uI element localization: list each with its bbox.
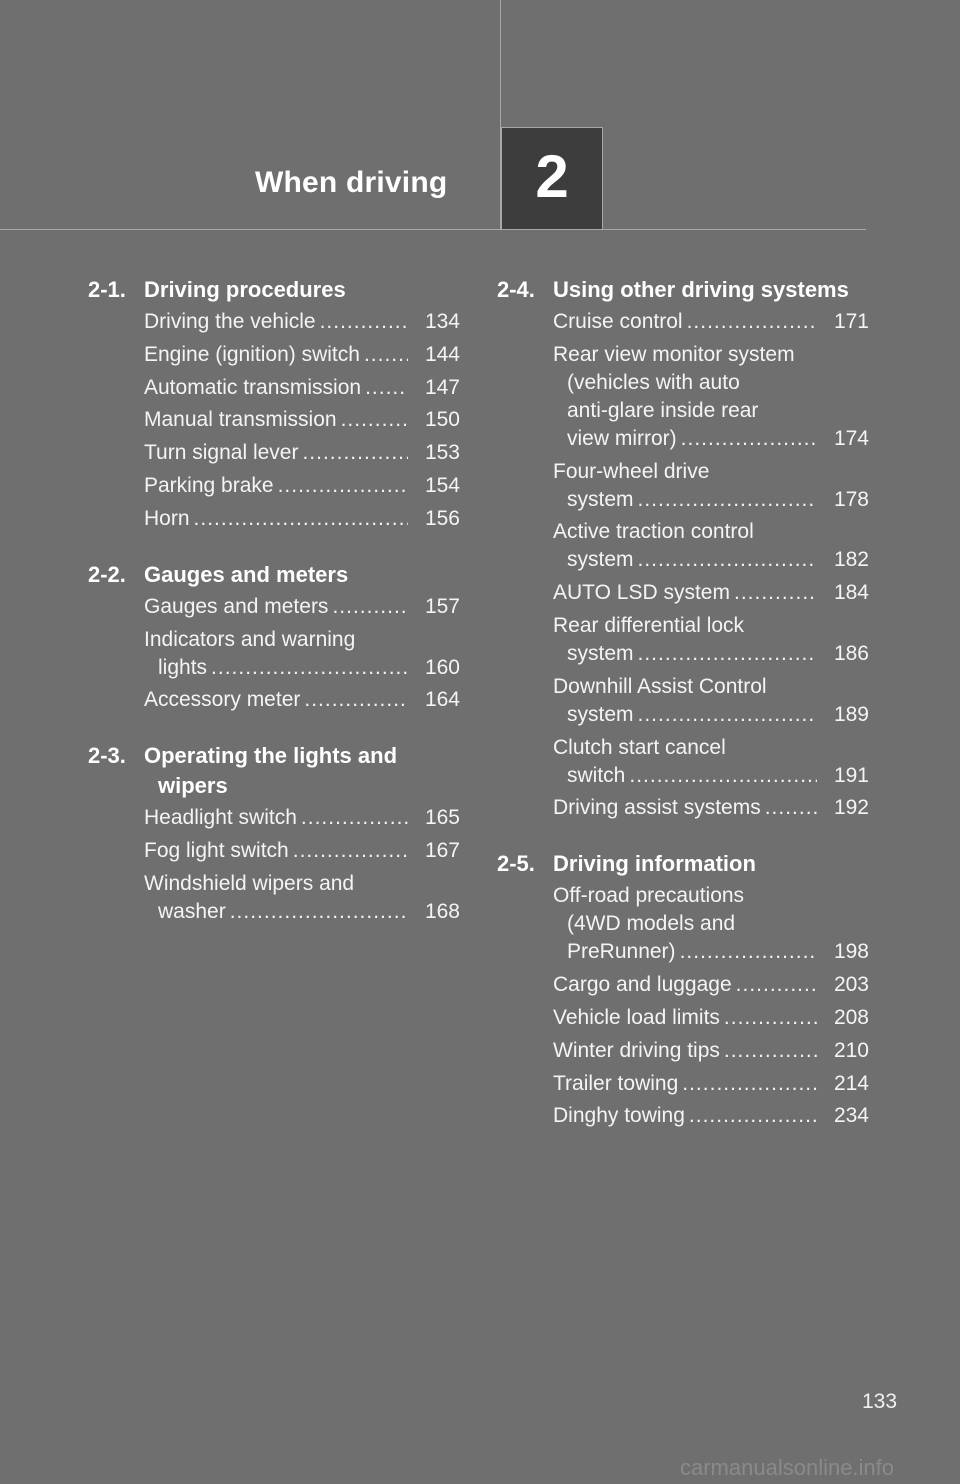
page-number: 133 [862, 1390, 898, 1413]
entry-text-line: Driving assist systems [553, 796, 761, 820]
entry-last-line [553, 579, 869, 607]
entry-page-number: 144 [424, 342, 460, 366]
entry-page-number: 203 [833, 973, 869, 997]
entry-text-line: Cargo and luggage [553, 973, 732, 997]
entry-last-line [553, 762, 869, 790]
entry-page-number: 178 [833, 487, 869, 511]
dot-leader [364, 341, 408, 369]
entry-page-number: 167 [424, 839, 460, 863]
entry-page-number: 153 [424, 441, 460, 465]
toc-entry[interactable] [553, 673, 869, 729]
toc-entry[interactable] [144, 686, 460, 714]
entry-text-line: switch [567, 763, 626, 787]
toc-entry[interactable] [553, 458, 869, 514]
entry-text-line: Parking brake [144, 473, 274, 497]
entry-page-number: 165 [424, 806, 460, 830]
entry-text-line: Turn signal lever [144, 441, 299, 465]
entry-text-line: Fog light switch [144, 839, 289, 863]
section-number: 2-5. [497, 851, 535, 877]
entry-text-line: Downhill Assist Control [553, 674, 767, 698]
entry-last-line [144, 374, 460, 402]
entry-last-line [144, 505, 460, 533]
dot-leader [320, 308, 408, 336]
toc-entry[interactable] [144, 374, 460, 402]
toc-entry[interactable] [553, 308, 869, 336]
entry-last-line [553, 1102, 869, 1130]
entry-text-line: Driving the vehicle [144, 310, 316, 333]
section-title-line: Driving information [553, 851, 756, 877]
entry-page-number: 134 [424, 310, 460, 333]
entry-last-line [144, 439, 460, 467]
entry-page-number: 214 [833, 1071, 869, 1095]
entry-last-line [553, 794, 869, 822]
entry-page-number: 157 [424, 594, 460, 618]
entry-last-line [553, 701, 869, 729]
dot-leader [638, 701, 817, 729]
section-title [144, 560, 460, 590]
toc-entry[interactable] [553, 882, 869, 966]
entry-text-line: view mirror) [567, 426, 677, 450]
entry-page-number: 192 [833, 796, 869, 820]
toc-entry[interactable] [144, 439, 460, 467]
toc-entry[interactable] [144, 626, 460, 682]
entry-text-line: system [567, 487, 634, 511]
toc-entry[interactable] [553, 1102, 869, 1130]
toc-entry[interactable] [144, 505, 460, 533]
toc-entry[interactable] [553, 518, 869, 574]
entry-text-line: system [567, 548, 634, 572]
section-number: 2-1. [88, 277, 126, 302]
toc-entry[interactable] [553, 612, 869, 668]
entry-text-line: Winter driving tips [553, 1038, 720, 1062]
section-heading[interactable] [497, 275, 869, 305]
chapter-number-box [501, 127, 603, 229]
entry-last-line [553, 1037, 869, 1065]
toc-entry[interactable] [553, 971, 869, 999]
section-title [553, 849, 869, 879]
entry-page-number: 154 [424, 473, 460, 497]
entry-text-line: washer [158, 899, 226, 923]
entry-last-line [553, 308, 869, 336]
entry-text-line: Four-wheel drive [553, 459, 710, 483]
entry-text-line: system [567, 702, 634, 726]
dot-leader [734, 579, 817, 607]
entry-text-line: Off-road precautions [553, 884, 745, 908]
entry-text-line: Horn [144, 506, 190, 530]
watermark: carmanualsonline.info [680, 1455, 895, 1480]
entry-text-line: lights [158, 655, 208, 679]
section-heading[interactable] [88, 560, 460, 590]
toc-left-column [88, 275, 460, 953]
entry-last-line [144, 837, 460, 865]
section-title-line: Operating the lights and [144, 743, 398, 769]
dot-leader [687, 308, 817, 336]
dot-leader [682, 1070, 817, 1098]
dot-leader [301, 804, 408, 832]
entry-page-number: 147 [424, 375, 460, 399]
entry-text-line: Cruise control [553, 310, 683, 333]
section-heading[interactable] [497, 849, 869, 879]
entry-last-line [553, 1070, 869, 1098]
section-title-line: Driving procedures [144, 277, 346, 302]
toc-entry[interactable] [553, 341, 869, 453]
entry-last-line [144, 654, 460, 682]
entry-text-line: Automatic transmission [144, 375, 362, 399]
entry-text-line: Active traction control [553, 520, 754, 544]
toc-section [88, 560, 460, 715]
entry-page-number: 174 [833, 426, 869, 450]
entry-text-line: system [567, 641, 634, 665]
entry-page-number: 184 [833, 581, 869, 605]
entry-page-number: 210 [833, 1038, 869, 1062]
section-heading[interactable] [88, 741, 460, 801]
dot-leader [681, 425, 817, 453]
entry-page-number: 186 [833, 641, 869, 665]
entry-text-line: Headlight switch [144, 806, 297, 830]
section-heading[interactable] [88, 275, 460, 305]
entry-page-number: 208 [833, 1005, 869, 1029]
entry-text-line: Trailer towing [553, 1071, 679, 1095]
toc-section [88, 275, 460, 533]
entry-text-line: Gauges and meters [144, 594, 329, 618]
section-title [144, 275, 460, 305]
entry-last-line [144, 406, 460, 434]
entry-last-line [553, 486, 869, 514]
dot-leader [293, 837, 408, 865]
dot-leader [689, 1102, 817, 1130]
entry-text-line: AUTO LSD system [553, 581, 730, 605]
entry-text-line: anti-glare inside rear [567, 398, 759, 422]
dot-leader [724, 1004, 817, 1032]
header-horizontal-divider [0, 229, 866, 230]
dot-leader [230, 898, 408, 926]
entry-page-number: 160 [424, 655, 460, 679]
entry-page-number: 156 [424, 506, 460, 530]
toc-entry[interactable] [144, 341, 460, 369]
toc-entry[interactable] [553, 734, 869, 790]
section-title [144, 741, 460, 801]
toc-entry[interactable] [144, 472, 460, 500]
toc-entry[interactable] [553, 1037, 869, 1065]
dot-leader [341, 406, 408, 434]
dot-leader [765, 794, 817, 822]
entry-last-line [144, 804, 460, 832]
toc-entry[interactable] [144, 593, 460, 621]
dot-leader [332, 593, 408, 621]
dot-leader [365, 374, 408, 402]
toc-right-column [497, 275, 869, 1157]
entry-page-number: 191 [833, 763, 869, 787]
entry-text-line: Rear view monitor system [553, 342, 795, 366]
entry-page-number: 234 [833, 1104, 869, 1128]
entry-page-number: 182 [833, 548, 869, 572]
entry-page-number: 189 [833, 702, 869, 726]
chapter-number: 2 [535, 142, 569, 210]
entry-last-line [553, 938, 869, 966]
entry-page-number: 150 [424, 408, 460, 432]
entry-page-number: 198 [833, 940, 869, 964]
entry-text-line: (4WD models and [567, 912, 736, 936]
entry-last-line [553, 640, 869, 668]
toc-entry[interactable] [553, 1070, 869, 1098]
entry-page-number: 168 [424, 899, 460, 923]
entry-text-line: (vehicles with auto [567, 370, 740, 394]
entry-text-line: Engine (ignition) switch [144, 342, 360, 366]
chapter-title: When driving [255, 166, 448, 199]
entry-text-line: Indicators and warning [144, 627, 356, 651]
toc-entry[interactable] [553, 1004, 869, 1032]
dot-leader [278, 472, 408, 500]
entry-text-line: Rear differential lock [553, 613, 745, 637]
dot-leader [724, 1037, 817, 1065]
entry-text-line: Manual transmission [144, 408, 337, 432]
toc-section [497, 275, 869, 822]
entry-last-line [553, 546, 869, 574]
section-number: 2-4. [497, 277, 535, 302]
entry-text-line: Dinghy towing [553, 1104, 685, 1128]
dot-leader [680, 938, 817, 966]
entry-text-line: PreRunner) [567, 940, 676, 964]
entry-text-line: Clutch start cancel [553, 735, 726, 759]
entry-page-number: 171 [833, 310, 869, 333]
entry-text-line: Vehicle load limits [553, 1005, 720, 1029]
toc-section [497, 849, 869, 1130]
entry-last-line [144, 341, 460, 369]
toc-entry[interactable] [144, 308, 460, 336]
section-title [553, 275, 869, 305]
section-title-line: Using other driving systems [553, 277, 849, 302]
dot-leader [304, 686, 408, 714]
section-title-line: Gauges and meters [144, 561, 349, 587]
dot-leader [629, 762, 817, 790]
entry-last-line [144, 898, 460, 926]
entry-last-line [553, 425, 869, 453]
entry-last-line [553, 1004, 869, 1032]
toc-entry[interactable] [144, 870, 460, 926]
toc-entry[interactable] [144, 804, 460, 832]
toc-entry[interactable] [144, 837, 460, 865]
section-title-line: wipers [158, 773, 228, 799]
dot-leader [638, 486, 817, 514]
dot-leader [302, 439, 408, 467]
dot-leader [638, 640, 817, 668]
toc-entry[interactable] [144, 406, 460, 434]
entry-page-number: 164 [424, 688, 460, 712]
dot-leader [211, 654, 408, 682]
entry-text-line: Accessory meter [144, 688, 301, 712]
entry-last-line [144, 593, 460, 621]
section-number: 2-3. [88, 743, 126, 769]
toc-section [88, 741, 460, 926]
dot-leader [736, 971, 817, 999]
entry-last-line [553, 971, 869, 999]
dot-leader [194, 505, 408, 533]
dot-leader [638, 546, 817, 574]
toc-entry[interactable] [553, 579, 869, 607]
toc-entry[interactable] [553, 794, 869, 822]
entry-text-line: Windshield wipers and [144, 871, 355, 895]
section-number: 2-2. [88, 561, 126, 587]
entry-last-line [144, 308, 460, 336]
entry-last-line [144, 472, 460, 500]
entry-last-line [144, 686, 460, 714]
